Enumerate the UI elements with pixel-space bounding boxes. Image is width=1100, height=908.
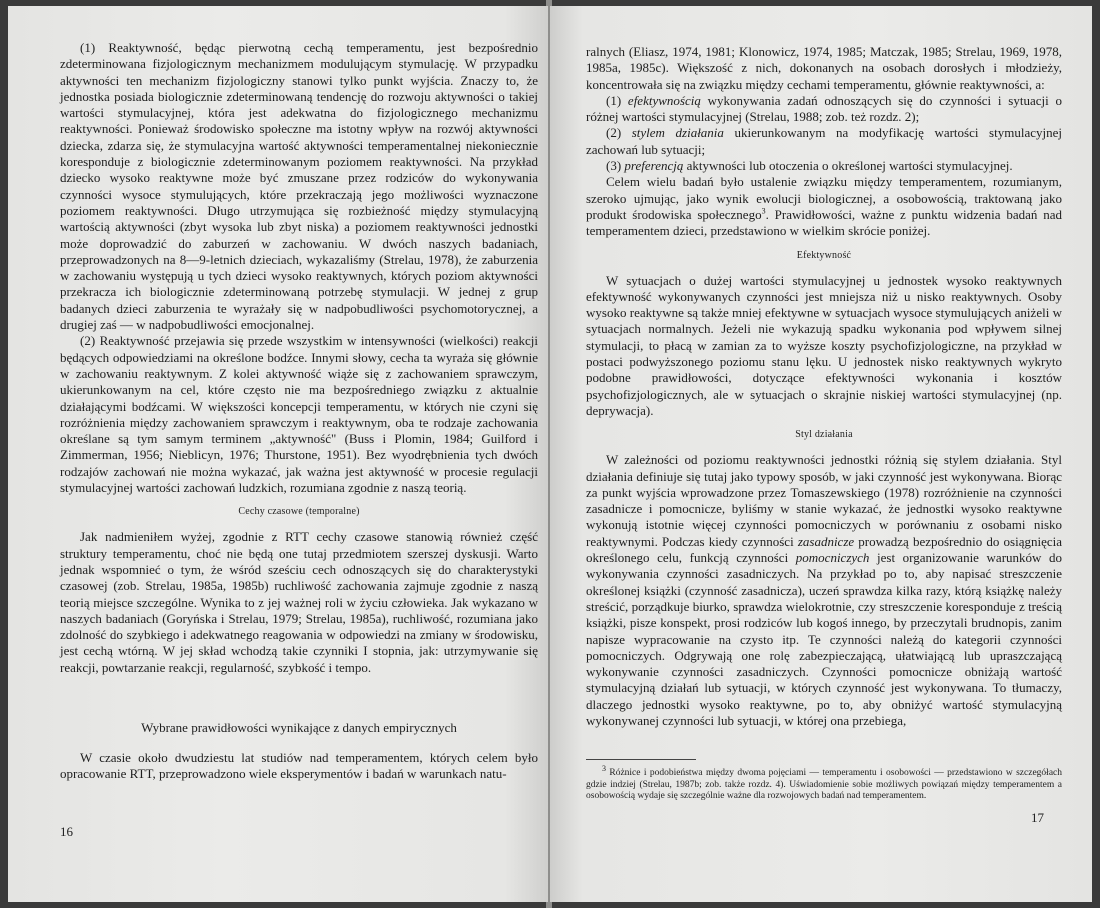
list-item xyxy=(586,125,1062,158)
paragraph-text: jest organizowanie warunków do wykonywania czynności zasadniczych. Na przykład po to, aby napisać streszczenie określonej książki (czynność zasadnicza), uczeń sprawdza kilka razy, którą książkę należy streścić, porządkuje biurko, sprawdza wielokrotnie, czy streszczenie koresponduje z treścią książki, pisze konspekt, prosi rodziców lub kogoś innego, by przeczytali brudnopis, zanim napisze wypracowanie na czysto itp. Te czynności należą do kategorii czynności pomocniczych. Odgrywają one rolę zabezpieczającą, ułatwiającą lub upraszczającą wykonywanie czynności zasadniczych. Czynności pomocnicze obniżają wartość stymulacyjną działań lub sytuacji, w których czynność jest wykonywana. To tłumaczy, dlaczego jednostki wysoko reaktywne, po to, aby obniżyć wartość stymulacyjną wykonywanej czynności lub sytuacji, w której ona przebiega, xyxy=(586,550,1063,728)
footnote-marker: 3 xyxy=(761,206,766,216)
right-text-column xyxy=(586,44,1062,803)
list-text: aktywności lub otoczenia o określonej wartości stymulacyjnej. xyxy=(683,158,1013,174)
subsection-heading: Styl działania xyxy=(795,429,853,441)
page-number: 17 xyxy=(1031,810,1044,825)
page-number: 16 xyxy=(60,824,73,839)
paragraph xyxy=(586,174,1062,239)
subsection-heading: Cechy czasowe (temporalne) xyxy=(238,506,360,518)
list-text: ukierunkowanym na modyfikację wartości stymulacyjnej zachowań lub sytuacji; xyxy=(586,125,1062,157)
paragraph-text: W zależności od poziomu reaktywności jednostki różnią się stylem działania. Styl działania definiuje się tutaj jako typowy sposób, w jaki czynność jest wykonywana. Biorąc za punkt wyjścia wprowadzone przez Tomaszewskiego (1978) rozróżnienie na czynności zasadnicze i pomocnicze, byliśmy w stanie wykazać, że jednostki wysoko reaktywne wykonują istotnie więcej czynności pomocniczych w porównaniu z osobami nisko reaktywnymi. Podczas kiedy czynności xyxy=(586,452,1062,549)
list-item xyxy=(586,93,1062,126)
paragraph: W sytuacjach o dużej wartości stymulacyjnej u jednostek wysoko reaktywnych efektywność wykonywanych czynności jest mniejsza niż u nisko reaktywnych. Osoby wysoko reaktywne są także mniej efektywne w sytuacjach wysoce stymulujących aniżeli w sytuacjach normalnych. Jeżeli nie wykazują spadku wykonania pod wpływem silnej stymulacji, to płacą w zamian za to wyższe koszty psychofizjologiczne, na przykład w postaci podwyższonego poziomu stanu lęku. U jednostek nisko reaktywnych wykryto podobne prawidłowości, dotyczące efektywności wykonania i kosztów psychofizjologicznych, ale w sytuacjach o skrajnie niskiej wartości stymulacyjnej (np. deprywacja). xyxy=(586,272,1062,418)
list-number: (1) xyxy=(606,92,628,108)
paragraph-text: prowadzą bezpośrednio do osiągnięcia określonego celu, funkcją czynności xyxy=(586,533,1062,566)
list-number: (2) xyxy=(606,125,632,141)
list-number: (3) xyxy=(606,158,625,174)
emphasis: zasadnicze xyxy=(797,533,855,549)
paragraph: Jak nadmieniłem wyżej, zgodnie z RTT cechy czasowe stanowią również część struktury temperamentu, choć nie będą one tutaj przedmiotem szerszej dyskusji. Warto jednak wspomnieć o tym, że wśród sześciu cech odnoszących się do charakterystyki czasowej (zob. Strelau, 1985a, 1985b) ruchliwość zachowania zajmuje zgodnie z naszą teorią miejsce szczególne. Wynika to z jej ważnej roli w życiu człowieka. Jak wykazano w naszych badaniach (Goryńska i Strelau, 1979; Strelau, 1985a), ruchliwość, rozumiana jako zdolność do szybkiego i adekwatnego reagowania w odpowiedzi na zmiany w środowisku, jest cechą wtórną. W jej skład wchodzą takie czynniki I stopnia, jak: utrzymywanie się reakcji, powtarzanie reakcji, regularność, szybkość i tempo. xyxy=(60,529,538,675)
left-page xyxy=(8,6,548,902)
paragraph: (1) Reaktywność, będąc pierwotną cechą temperamentu, jest bezpośrednio zdeterminowana fizjologicznym mechanizmem modulującym stymulację. W przypadku aktywności ten mechanizm fizjologiczny stanowi tylko punkt wyjścia. Znaczy to, że jednostka posiada biologicznie zdeterminowaną tendencję do rozwoju aktywności o takiej wartości stymulacyjnej, która jest adekwatna do fizjologicznego mechanizmu reaktywności. Ponieważ środowisko społeczne ma istotny wpływ na rozwój aktywności dziecka, zdarza się, że stymulacyjna wartość aktywności temperamentalnej niekoniecznie koresponduje z biologicznie zdeterminowanym poziomem reaktywności. Na przykład dziecko wysoko reaktywne może być zmuszane przez rodziców do wykonywania czynności wysoce stymulujących, które przekraczają jego możliwości wyznaczone poziomem reaktywności. Długo utrzymująca się rozbieżność między stymulacyjną wartością aktywności (zbyt wysoka lub zbyt niska) a poziomem reaktywności jednostki może doprowadzić do zaburzeń w zachowaniu. W dwóch naszych badaniach, przeprowadzonych na 8—9-letnich dzieciach, wykazaliśmy (Strelau, 1978), że zaburzenia w zachowaniu występują u tych dzieci wysoko reaktywnych, których poziom aktywności przekracza ich biologicznie zdeterminowaną potrzebę stymulacji. W jednej z grup badanych dzieci zaburzenia te wyrażały się w nadpobudliwości psychomotorycznej, a drugiej zaś — w nadpobudliwości emocjonalnej. xyxy=(60,40,538,333)
emphasis: pomocniczych xyxy=(795,550,870,566)
footnote-rule xyxy=(586,759,696,760)
emphasis: efektywnością xyxy=(627,92,701,108)
list-text: wykonywania zadań odnoszących się do czynności i sytuacji o różnej wartości stymulacyjnej (Strelau, 1988; zob. też rozdz. 2); xyxy=(586,92,1062,125)
paragraph-text: . Prawidłowości, ważne z punktu widzenia badań nad temperamentem dzieci, przedstawiono w wielkim skrócie poniżej. xyxy=(586,206,1062,239)
list-item xyxy=(586,158,1062,174)
footnote-number: 3 xyxy=(602,764,606,774)
section-heading: Wybrane prawidłowości wynikające z danych empirycznych xyxy=(141,719,457,735)
right-page xyxy=(550,6,1092,902)
footnote-text: Różnice i podobieństwa między dwoma pojęciami — temperamentu i osobowości — przedstawiono w szczegółach gdzie indziej (Strelau, 1987b; zob. także rozdz. 4). Uświadomienie sobie możliwych powiązań między temperamentem a osobowością wydaje się szczególnie ważne dla rozwojowych badań nad temperamentem. xyxy=(586,768,1062,802)
emphasis: preferencją xyxy=(624,158,684,174)
paragraph: ralnych (Eliasz, 1974, 1981; Klonowicz, 1974, 1985; Matczak, 1985; Strelau, 1969, 1978, 1985a, 1985c). Większość z nich, dokonanych na osobach dorosłych i młodzieży, koncentrowała się na związku między cechami temperamentu, głównie reaktywności, a: xyxy=(586,44,1062,92)
subsection-heading: Efektywność xyxy=(796,249,852,261)
paragraph: (2) Reaktywność przejawia się przede wszystkim w intensywności (wielkości) reakcji będących odpowiedziami na określone bodźce. Innymi słowy, cecha ta wyraża się głównie w zachowaniu reaktywnym. Z kolei aktywność wiąże się z zachowaniem sprawczym, ukierunkowanym na cel, które często nie ma bezpośredniego związku z aktualnie działającymi bodźcami. W większości koncepcji temperamentu, w których nie czyni się rozróżnienia między zachowaniem sprawczym i reaktywnym, oba te rodzaje zachowania określane są tym samym terminem „aktywność" (Buss i Plomin, 1984; Guilford i Zimmerman, 1956; Nieblicyn, 1976; Thurstone, 1951). Bez wyodrębnienia tych dwóch rodzajów zachowań nie można wykazać, jak ważna jest aktywność w procesie regulacji stymulacyjnej wartości zachowań ludzkich, rozumiana zgodnie z naszą teorią. xyxy=(60,333,538,496)
paragraph: W czasie około dwudziestu lat studiów nad temperamentem, których celem było opracowanie RTT, przeprowadzono wiele eksperymentów i badań w warunkach natu- xyxy=(60,749,538,782)
emphasis: stylem działania xyxy=(631,125,724,141)
paragraph-text: Celem wielu badań było ustalenie związku między temperamentem, rozumianym, szeroko ujmując, jako wynik ewolucji biologicznej, a osobowością, traktowaną jako produkt środowiska społecznego xyxy=(586,174,1062,222)
footnote xyxy=(586,764,1062,803)
left-text-column xyxy=(60,40,538,783)
paragraph xyxy=(586,452,1062,729)
